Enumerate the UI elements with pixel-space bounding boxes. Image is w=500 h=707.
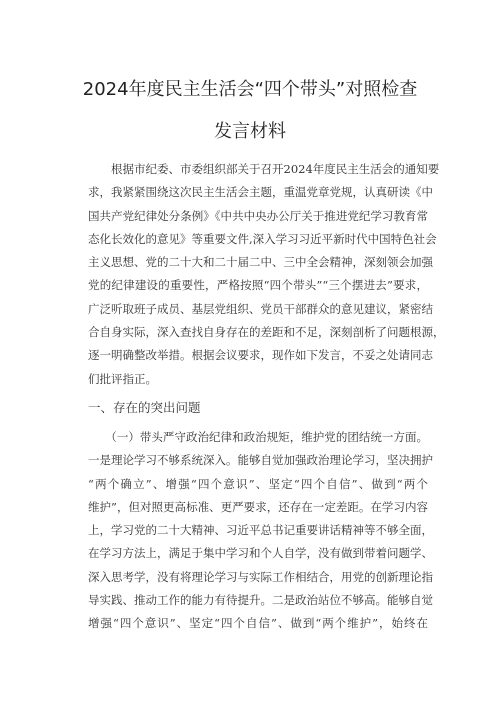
- text-line: 深入思考学，没有将理论学习与实际工作相结合，用党的创新理论指: [88, 569, 433, 584]
- text-line: 们批评指正。: [88, 371, 157, 386]
- text-line: 合自身实际，深入查找自身存在的差距和不足，深刻剖析了问题根源，: [88, 325, 445, 340]
- text-line: （一）带头严守政治纪律和政治规矩，维护党的团结统一方面。: [88, 430, 428, 444]
- text-line: 国共产党纪律处分条例》《中共中央办公厅关于推进党纪学习教育常: [88, 208, 428, 223]
- text-line: 上，学习党的二十大精神、习近平总书记重要讲话精神等不够全面，: [88, 523, 433, 538]
- text-line: 导实践、推动工作的能力有待提升。二是政治站位不够高。能够自觉: [88, 593, 433, 608]
- text-line: 主义思想、党的二十大和二十届二中、三中全会精神，深刻领会加强: [88, 255, 433, 270]
- text-line: 广泛听取班子成员、基层党组织、党员干部群众的意见建议，紧密结: [88, 301, 433, 316]
- text-line: 一是理论学习不够系统深入。能够自觉加强政治理论学习，坚决拥护: [88, 453, 433, 468]
- text-line: “两个确立”、增强“四个意识”、坚定“四个自信”、做到“两个: [88, 476, 428, 491]
- text-line: 在学习方法上，满足于集中学习和个人自学，没有做到带着问题学、: [88, 546, 433, 561]
- text-line: 逐一明确整改举措。根据会议要求，现作如下发言，不妥之处请同志: [88, 348, 433, 363]
- document-subtitle: 发言材料: [214, 121, 286, 142]
- text-line: 党的纪律建设的重要性，严格按照“四个带头”“三个摆进去”要求，: [88, 278, 428, 293]
- text-line: 态化长效化的意见》等重要文件,深入学习习近平新时代中国特色社会: [88, 231, 437, 246]
- text-line: 维护”，但对照更高标准、更严要求，还存在一定差距。在学习内容: [88, 499, 428, 514]
- text-line: 根据市纪委、市委组织部关于召开2024年度民主生活会的通知要: [88, 162, 440, 176]
- section-heading: 一、存在的突出问题: [88, 400, 201, 415]
- text-line: 增强“四个意识”、坚定“四个自信”、做到“两个维护”，始终在: [88, 616, 428, 631]
- section-paragraph: [88, 426, 433, 636]
- text-line: 求，我紧紧围绕这次民主生活会主题，重温党章党规，认真研读《中: [88, 185, 433, 200]
- intro-paragraph: [88, 158, 445, 391]
- document-title: 2024年度民主生活会“四个带头”对照检查: [82, 79, 418, 100]
